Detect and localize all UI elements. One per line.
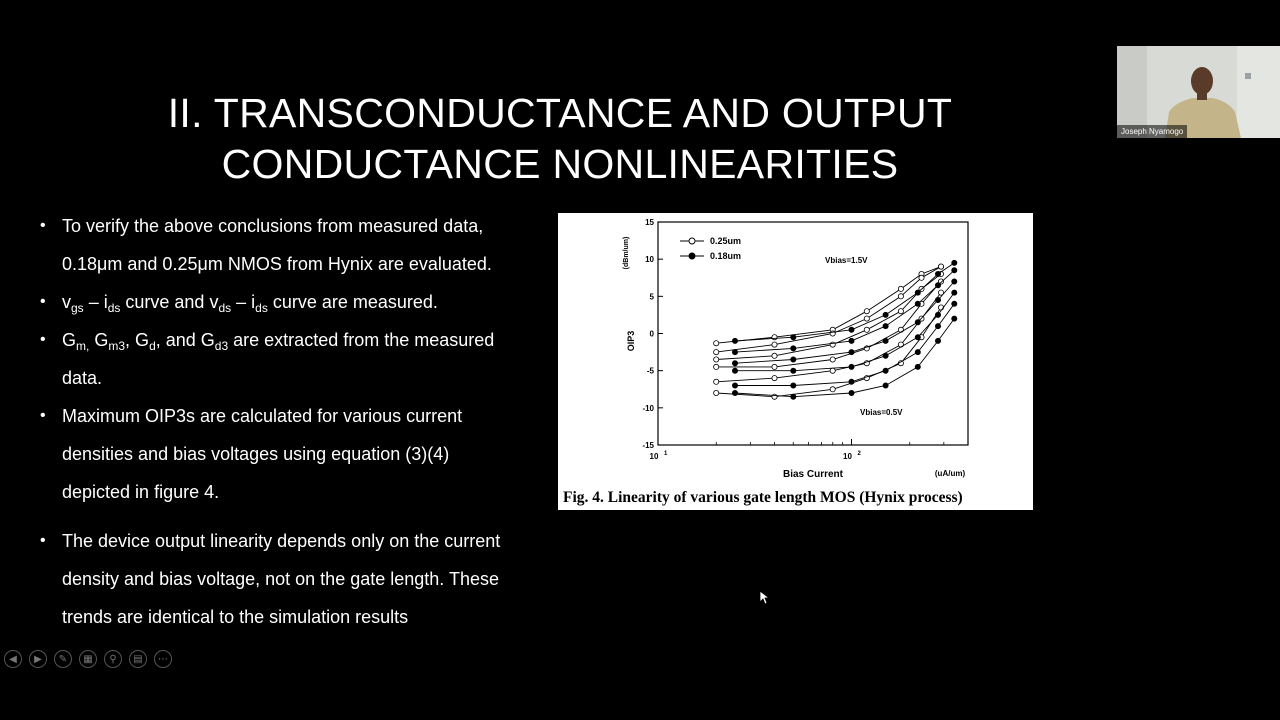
figure-4 (558, 213, 1033, 510)
pen-icon[interactable]: ✎ (54, 650, 72, 668)
subscript: m, (76, 339, 90, 353)
data-point-open (864, 327, 869, 332)
series-10 (732, 301, 957, 388)
bullet-3-text: , and G (155, 330, 215, 350)
slides-icon[interactable]: ▦ (79, 650, 97, 668)
data-point-filled (915, 290, 920, 295)
oip3-chart (558, 213, 1033, 488)
data-point-open (714, 341, 719, 346)
data-point-filled (883, 338, 888, 343)
data-point-filled (952, 301, 957, 306)
subscript: ds (255, 301, 268, 315)
data-point-filled (952, 260, 957, 265)
bullet-3-text: are extracted from the measured (228, 330, 495, 350)
data-point-filled (935, 271, 940, 276)
annotation-vbias-high: Vbias=1.5V (825, 256, 868, 265)
y-axis-label: OIP3 (626, 330, 636, 352)
data-point-filled (915, 320, 920, 325)
bullet-3-text: , G (125, 330, 150, 350)
title-line-1: II. TRANSCONDUCTANCE AND OUTPUT (167, 90, 953, 136)
bullet-4-line-3: depicted in figure 4. (62, 482, 220, 502)
data-point-filled (883, 383, 888, 388)
data-point-open (938, 305, 943, 310)
bullet-4 (40, 397, 555, 511)
bullet-2-text: – i (83, 292, 108, 312)
series-line (716, 282, 941, 367)
legend-label-0: 0.25um (710, 236, 742, 246)
x-tick-label: 10 (649, 452, 659, 461)
series-8 (732, 279, 957, 366)
data-point-open (938, 264, 943, 269)
bullet-4-line-2: densities and bias voltages using equation (3)(4) (62, 444, 450, 464)
subscript: ds (218, 301, 232, 315)
data-point-filled (915, 301, 920, 306)
bullet-3 (40, 321, 555, 397)
subscript: m3 (108, 339, 126, 353)
next-icon[interactable]: ▶ (29, 650, 47, 668)
bullet-2 (40, 283, 555, 321)
data-point-open (898, 309, 903, 314)
data-point-filled (732, 338, 737, 343)
data-point-open (919, 275, 924, 280)
data-point-filled (935, 324, 940, 329)
data-point-open (714, 379, 719, 384)
data-point-filled (935, 338, 940, 343)
bullet-list (40, 207, 555, 636)
x-tick-label: 10 (843, 452, 852, 461)
data-point-filled (935, 283, 940, 288)
bullet-4-line-1: • Maximum OIP3s are calculated for various current (62, 406, 463, 426)
data-point-open (830, 368, 835, 373)
series-layer (714, 260, 957, 399)
data-point-filled (935, 297, 940, 302)
data-point-filled (883, 368, 888, 373)
y-tick-label: 10 (645, 255, 654, 265)
data-point-filled (915, 335, 920, 340)
figure-caption: Fig. 4. Linearity of various gate length MOS (Hynix process) (563, 489, 963, 506)
bullet-2-text: v (62, 292, 71, 312)
previous-icon[interactable]: ◀ (4, 650, 22, 668)
data-point-open (714, 350, 719, 355)
legend-marker-open (689, 238, 695, 244)
bullet-2-text: – i (231, 292, 256, 312)
data-point-filled (791, 368, 796, 373)
data-point-filled (732, 383, 737, 388)
subscript: gs (71, 301, 84, 315)
series-2 (714, 271, 944, 362)
data-point-filled (791, 394, 796, 399)
data-point-open (714, 357, 719, 362)
annotation-vbias-low: Vbias=0.5V (860, 408, 903, 417)
data-point-open (772, 394, 777, 399)
data-point-open (714, 390, 719, 395)
x-axis-unit: (uA/um) (934, 469, 966, 478)
series-line (716, 274, 941, 360)
y-tick-label: 15 (645, 218, 654, 227)
data-point-filled (849, 327, 854, 332)
data-point-open (830, 387, 835, 392)
data-point-filled (732, 368, 737, 373)
data-point-open (772, 364, 777, 369)
data-point-filled (849, 390, 854, 395)
bullet-3-line-2: data. (62, 368, 103, 388)
data-point-open (714, 364, 719, 369)
y-axis-unit: (dBm/um) (623, 236, 630, 270)
bullet-5-line-2: density and bias voltage, not on the gate length. These (62, 569, 499, 589)
data-point-open (864, 309, 869, 314)
data-point-filled (791, 357, 796, 362)
y-tick-label: -15 (642, 441, 654, 450)
data-point-filled (915, 364, 920, 369)
bullet-5 (40, 522, 555, 636)
data-point-filled (791, 346, 796, 351)
x-tick-exponent: 2 (857, 451, 861, 457)
y-tick-label: -5 (646, 366, 654, 376)
more-icon[interactable]: ⋯ (154, 650, 172, 668)
legend-marker-filled (689, 253, 695, 259)
data-point-filled (883, 324, 888, 329)
data-point-filled (849, 379, 854, 384)
x-axis-label: Bias Current (782, 469, 844, 480)
y-axis-ticks (642, 218, 663, 450)
y-tick-label: 5 (649, 292, 654, 302)
bullet-1-line-2: 0.18μm and 0.25μm NMOS from Hynix are evaluated. (62, 254, 492, 274)
zoom-icon[interactable]: ⚲ (104, 650, 122, 668)
bullet-5-line-1: • The device output linearity depends only on the current (62, 531, 501, 551)
title-line-2: CONDUCTANCE NONLINEARITIES (221, 141, 899, 187)
data-point-filled (732, 390, 737, 395)
slideshow-toolbar (4, 650, 172, 670)
bullet-3-line-1 (62, 321, 555, 359)
data-point-filled (732, 361, 737, 366)
data-point-filled (935, 312, 940, 317)
data-point-filled (883, 353, 888, 358)
legend-label-1: 0.18um (710, 251, 742, 261)
series-7 (732, 268, 957, 355)
participant-name: Joseph Nyamogo (1117, 125, 1187, 138)
data-point-open (772, 335, 777, 340)
data-point-open (772, 353, 777, 358)
series-line (716, 267, 941, 353)
subtitles-icon[interactable]: ▤ (129, 650, 147, 668)
data-point-filled (952, 316, 957, 321)
legend (680, 236, 741, 261)
series-line (735, 282, 954, 364)
bullet-1-line-1: • To verify the above conclusions from measured data, (62, 216, 484, 236)
data-point-open (864, 316, 869, 321)
data-point-filled (791, 383, 796, 388)
data-point-open (898, 286, 903, 291)
subscript: d (149, 339, 156, 353)
data-point-filled (732, 350, 737, 355)
data-point-open (772, 376, 777, 381)
data-point-filled (791, 335, 796, 340)
data-point-filled (849, 364, 854, 369)
bullet-2-text: curve are measured. (267, 292, 438, 312)
bullet-2-text: curve and v (120, 292, 219, 312)
bullet-5-line-3: trends are identical to the simulation results (62, 607, 409, 627)
data-point-open (830, 357, 835, 362)
x-axis-ticks (650, 439, 944, 461)
subscript: d3 (214, 339, 229, 353)
series-3 (714, 279, 944, 370)
data-point-filled (952, 268, 957, 273)
webcam-video[interactable] (1117, 46, 1280, 138)
bullet-3-text: G (89, 330, 109, 350)
y-tick-label: 0 (649, 329, 654, 339)
data-point-filled (849, 338, 854, 343)
data-point-open (898, 294, 903, 299)
data-point-filled (883, 312, 888, 317)
data-point-open (772, 342, 777, 347)
bullet-1 (40, 207, 555, 283)
data-point-filled (952, 290, 957, 295)
mouse-cursor (759, 590, 769, 605)
data-point-filled (849, 350, 854, 355)
data-point-filled (952, 279, 957, 284)
data-point-filled (915, 350, 920, 355)
subscript: ds (107, 301, 121, 315)
y-tick-label: -10 (642, 403, 654, 413)
x-tick-exponent: 1 (664, 451, 668, 457)
slide-title (140, 88, 980, 190)
series-4 (714, 290, 944, 384)
bullet-3-text: G (62, 330, 77, 350)
